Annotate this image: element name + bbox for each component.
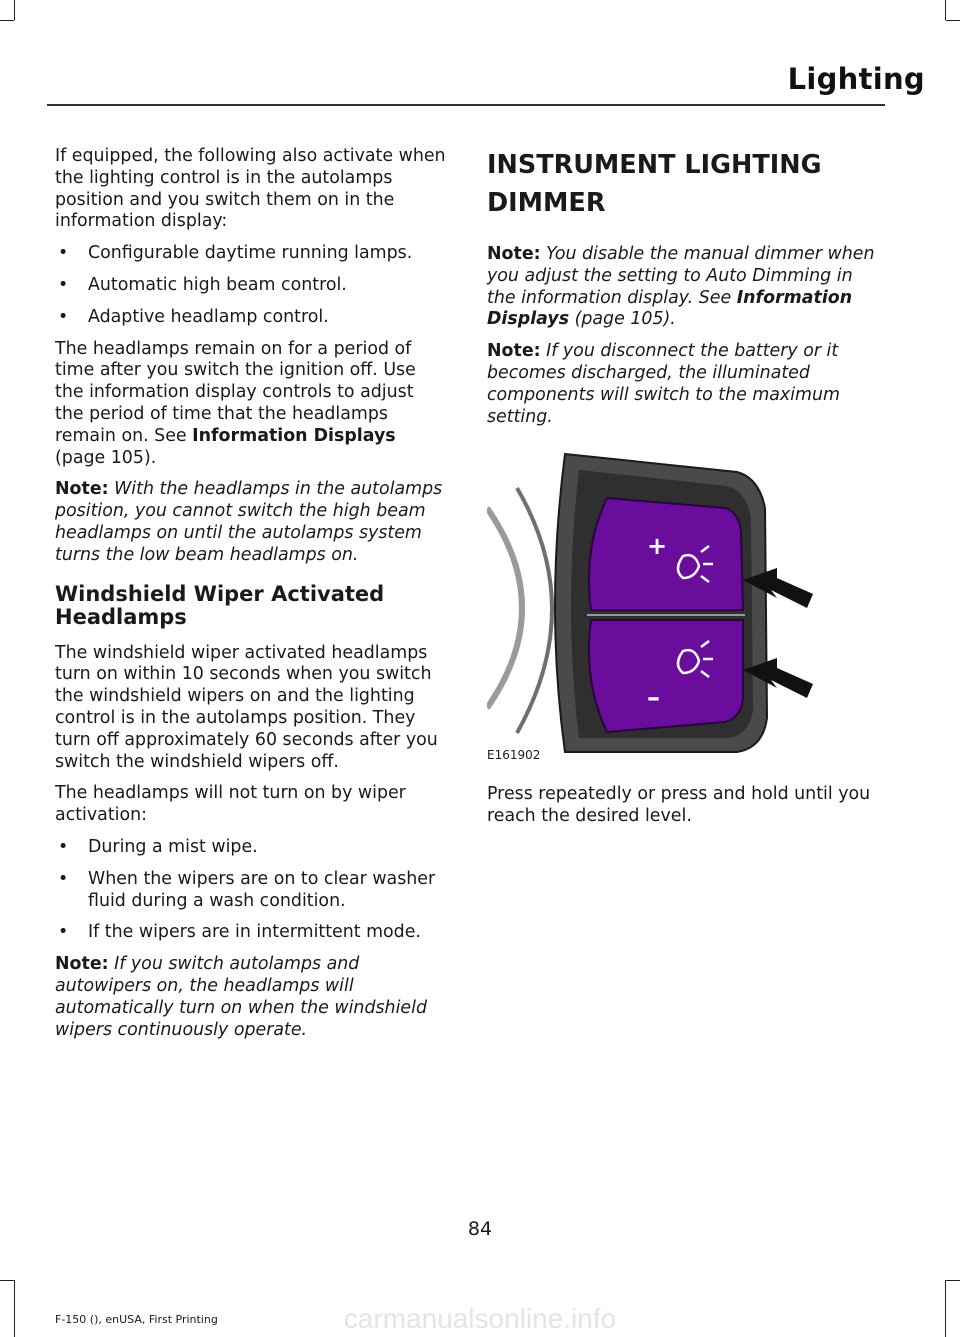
heading-line: INSTRUMENT LIGHTING [487, 150, 822, 180]
note-label: Note: [487, 341, 541, 362]
wiper-activation-paragraph: The headlamps will not turn on by wiper activation: [55, 783, 406, 826]
bullet-list-exceptions [55, 837, 447, 944]
crop-mark [946, 1280, 960, 1281]
heading-line: DIMMER [487, 188, 606, 218]
information-displays-link[interactable]: Information Displays [192, 425, 396, 446]
note-label: Note: [55, 954, 109, 975]
note-label: Note: [55, 479, 109, 500]
crop-mark [14, 0, 15, 20]
page-reference: (page 105). [569, 309, 676, 330]
list-item: • When the wipers are on to clear washer fluid during a wash condition. [55, 869, 447, 913]
section-subheading: Windshield Wiper Activated Headlamps [55, 581, 385, 629]
minus-symbol: – [647, 683, 660, 714]
note-text: With the headlamps in the autolamps position, you cannot switch the high beam headlamps on until the autolamps system turns the low beam headlamps on. [55, 479, 443, 565]
wheel-rim [487, 508, 522, 708]
wiper-headlamps-paragraph: The windshield wiper activated headlamps turn on within 10 seconds when you switch the windshield wipers on and the lighting control is in the autolamps position. They turn off approximately 60 seconds after you switch the windshield wipers off. [55, 642, 438, 772]
list-item: • During a mist wipe. [55, 837, 447, 859]
list-item: • Configurable daytime running lamps. [55, 243, 447, 265]
page-reference: (page 105). [55, 447, 157, 468]
note-autowipers [55, 954, 447, 1041]
note-label: Note: [487, 244, 541, 264]
note-manual-dimmer [487, 244, 877, 331]
intro-paragraph: If equipped, the following also activate when the lighting control is in the autolamps position and you switch them on in the information display: [55, 146, 446, 232]
note-text: You disable the manual dimmer when you adjust the setting to Auto Dimming in the information display. See [487, 244, 875, 308]
section-heading [487, 146, 877, 222]
header-rule [47, 104, 885, 106]
page-title: Lighting [787, 62, 925, 96]
dimmer-instruction-paragraph: Press repeatedly or press and hold until you reach the desired level. [487, 784, 871, 827]
footer-text: F-150 (), enUSA, First Printing [55, 1313, 218, 1326]
watermark: carmanualsonline.info [343, 1303, 617, 1334]
crop-mark [0, 20, 14, 21]
information-displays-link[interactable]: Information Displays [487, 287, 853, 330]
paragraph-text: The headlamps remain on for a period of time after you switch the ignition off. Use the information display controls to adjust the period of time that the headlamps remain on. See [55, 338, 416, 446]
headlamp-delay-paragraph [55, 339, 447, 470]
list-item: • If the wipers are in intermittent mode. [55, 922, 447, 944]
crop-mark [946, 20, 960, 21]
left-column [55, 146, 447, 1051]
list-item: • Automatic high beam control. [55, 275, 447, 297]
bullet-list-features [55, 243, 447, 328]
note-autolamps [55, 479, 447, 566]
figure-id: E161902 [487, 748, 541, 763]
dimmer-down-button [589, 620, 743, 732]
dimmer-switch-illustration [487, 448, 867, 758]
crop-mark [945, 0, 946, 20]
note-battery [487, 341, 877, 428]
crop-mark [0, 1280, 14, 1281]
note-text: If you switch autolamps and autowipers on, the headlamps will automatically turn on when the windshield wipers continuously operate. [55, 954, 427, 1040]
plus-symbol: + [647, 532, 668, 561]
right-column [487, 146, 877, 838]
page-number: 84 [467, 1218, 493, 1240]
list-item: • Adaptive headlamp control. [55, 307, 447, 329]
note-text: If you disconnect the battery or it becomes discharged, the illuminated components will switch to the maximum setting. [487, 341, 840, 427]
dimmer-switch-figure [487, 448, 867, 768]
